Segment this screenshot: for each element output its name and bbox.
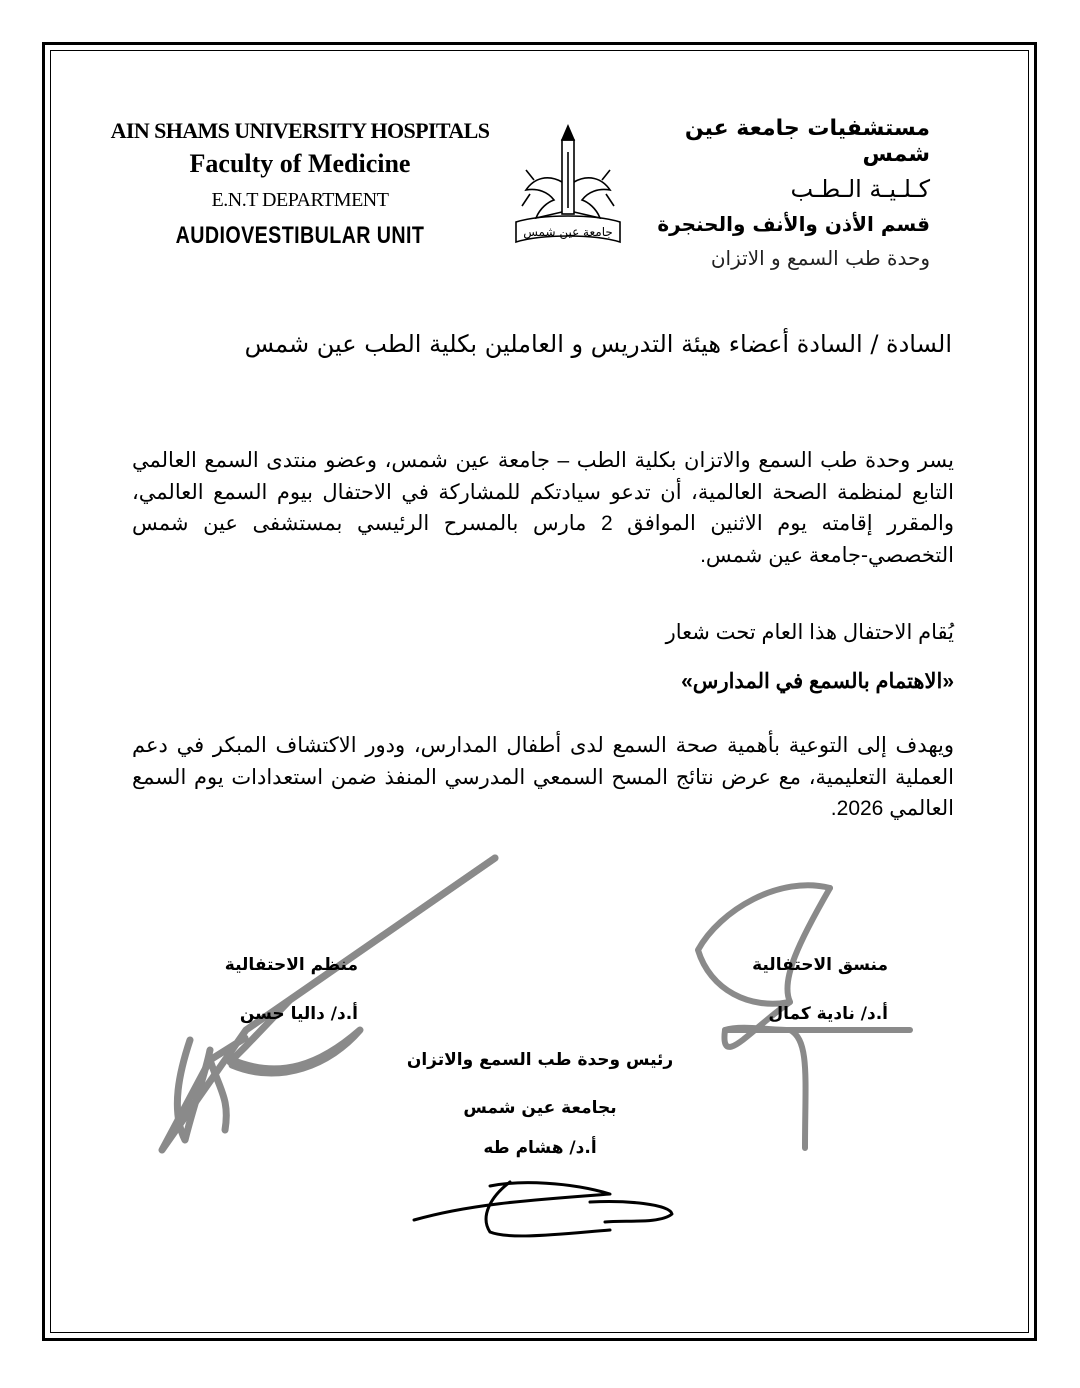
unit-head-organization: بجامعة عين شمس: [463, 1098, 617, 1118]
department-name-ar: قسم الأذن والأنف والحنجرة: [657, 211, 930, 236]
letterhead-arabic: [630, 116, 930, 270]
faculty-name-ar: كـلـيـة الـطـب: [790, 174, 930, 203]
slogan-intro: يُقام الاحتفال هذا العام تحت شعار: [665, 621, 954, 644]
department-name-en: E.N.T DEPARTMENT: [211, 189, 389, 212]
organizer-name: أ.د/ داليا حسن: [239, 1004, 358, 1024]
invitation-paragraph: يسر وحدة طب السمع والاتزان بكلية الطب – جامعة عين شمس، وعضو منتدى السمع العالمي التابع لمنظمة الصحة العالمية، أن تدعو سيادتكم للمشاركة في الاحتفال بيوم السمع العالمي، والمقرر إقامته يوم الاثنين الموافق 2 مارس بالمسرح الرئيسي بمستشفى عين شمس التخصصي-جامعة عين شمس.: [132, 449, 954, 567]
coordinator-name: أ.د/ نادية كمال: [768, 1004, 888, 1024]
unit-name-en: AUDIOVESTIBULAR UNIT: [175, 222, 425, 250]
unit-head-name: أ.د/ هشام طه: [483, 1138, 597, 1158]
head-signature: [410, 1172, 680, 1252]
unit-head-title: رئيس وحدة طب السمع والاتزان: [406, 1050, 674, 1070]
hospital-name-en: AIN SHAMS UNIVERSITY HOSPITALS: [110, 118, 490, 143]
hospital-name-ar: مستشفيات جامعة عين شمس: [684, 116, 930, 168]
purpose-paragraph: ويهدف إلى التوعية بأهمية صحة السمع لدى أطفال المدارس، ودور الاكتشاف المبكر في دعم العملية التعليمية، مع عرض نتائج المسح السمعي المدرسي المنفذ ضمن استعدادات يوم السمع العالمي 2026.: [132, 734, 954, 820]
coordinator-title: منسق الاحتفالية: [752, 955, 888, 975]
event-slogan: «الاهتمام بالسمع في المدارس»: [681, 670, 954, 693]
university-seal-logo: [512, 122, 624, 252]
salutation-line: السادة / السادة أعضاء هيئة التدريس و العاملين بكلية الطب عين شمس: [244, 330, 952, 358]
organizer-title: منظم الاحتفالية: [224, 955, 358, 975]
seal-text: جامعة عين شمس: [523, 225, 613, 239]
faculty-name-en: Faculty of Medicine: [189, 149, 411, 179]
letterhead-english: [110, 118, 490, 250]
unit-name-ar: وحدة طب السمع و الاتزان: [710, 245, 930, 270]
